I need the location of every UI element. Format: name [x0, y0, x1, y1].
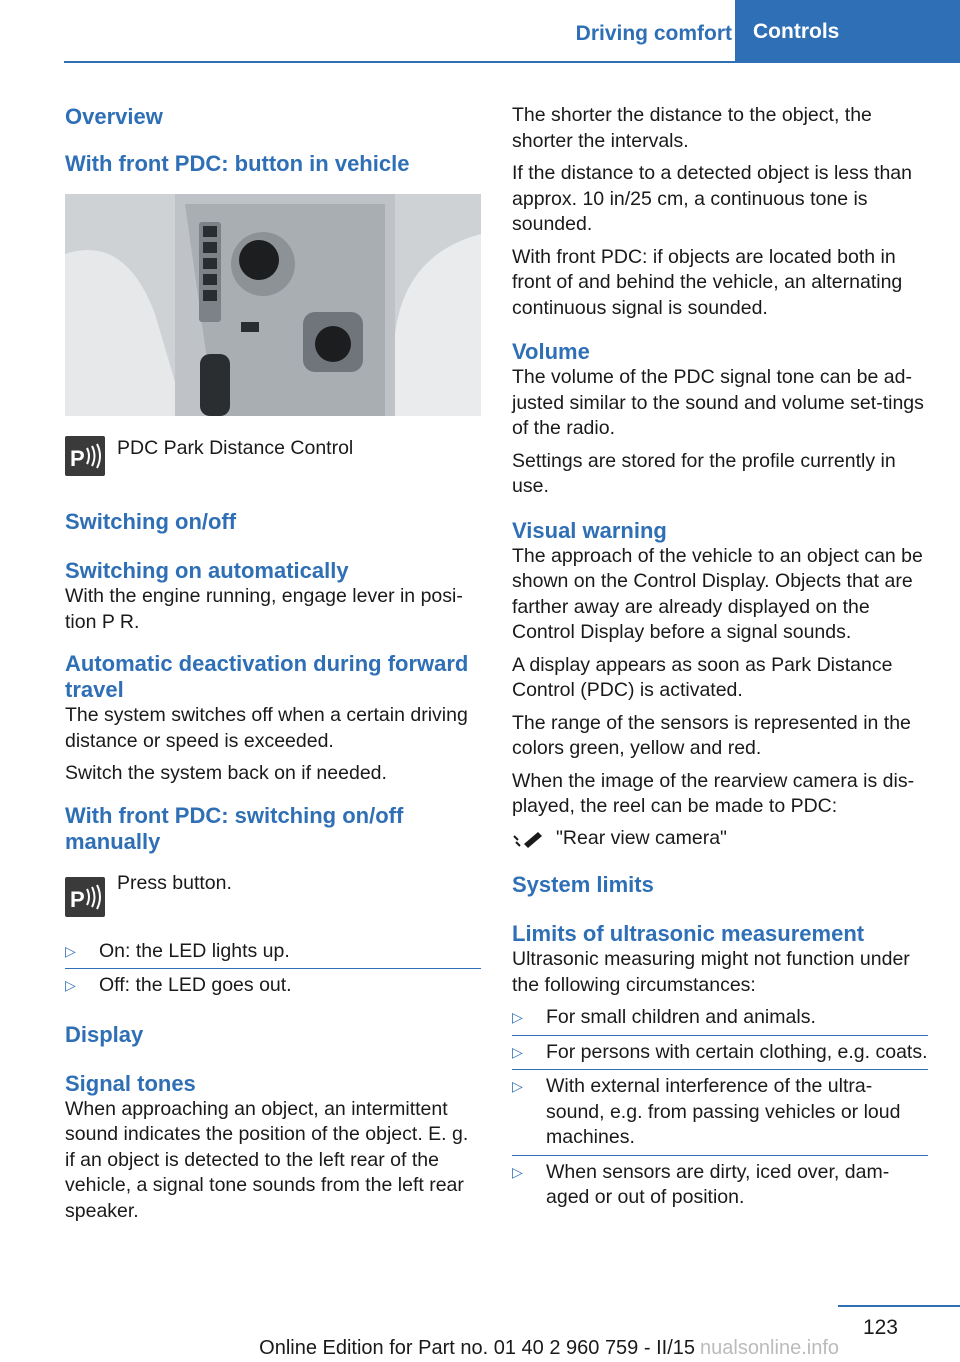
- led-bullet-list: [65, 939, 481, 999]
- list-item: [512, 1160, 928, 1211]
- edition-text: Online Edition for Part no. 01 40 2 960 759 - II/15: [259, 1337, 695, 1359]
- ultrasonic-limits-heading: Limits of ultrasonic measurement: [512, 921, 865, 946]
- rear-view-camera-label: "Rear view camera": [556, 826, 727, 849]
- bullet-triangle-icon: ▷: [512, 1078, 523, 1094]
- bullet-triangle-icon: ▷: [512, 1009, 523, 1025]
- bullet-triangle-icon: ▷: [512, 1163, 523, 1180]
- limits-bullet-list: [512, 1005, 928, 1211]
- auto-deactivation-heading: Automatic deactivation during forward travel: [65, 651, 469, 702]
- left-column: [65, 100, 481, 1224]
- switching-auto-text: With the engine running, engage lever in posi-tion P R.: [65, 585, 463, 633]
- sensor-range-text: The range of the sensors is represented in the colors green, yellow and red.: [512, 711, 911, 759]
- settings-stored-text: Settings are stored for the profile currently in use.: [512, 449, 896, 497]
- center-console-illustration: [65, 194, 481, 416]
- list-item-text: With external interference of the ultra-sound, e.g. from passing vehicles or loud machines.: [546, 1075, 901, 1148]
- list-divider: [512, 1035, 928, 1036]
- ultrasonic-text: Ultrasonic measuring might not function under the following circumstances:: [512, 948, 910, 996]
- list-item: [512, 1040, 928, 1066]
- bullet-triangle-icon: ▷: [65, 942, 76, 959]
- chapter-tab[interactable]: Controls: [735, 0, 960, 62]
- display-appears-text: A display appears as soon as Park Distance Control (PDC) is activated.: [512, 653, 893, 701]
- volume-heading: Volume: [512, 339, 590, 364]
- list-item-text: On: the LED lights up.: [99, 939, 290, 962]
- display-heading: Display: [65, 1021, 144, 1047]
- page-number: 123: [862, 1316, 898, 1339]
- list-item-text: Off: the LED goes out.: [99, 974, 292, 996]
- rearview-text: When the image of the rearview camera is dis-played, the reel can be made to PDC:: [512, 769, 915, 817]
- right-column: [512, 100, 928, 1211]
- bullet-triangle-icon: ▷: [65, 977, 76, 993]
- switching-auto-heading: Switching on automatically: [65, 558, 349, 583]
- pdc-icon-caption: PDC Park Distance Control: [117, 437, 354, 459]
- system-limits-heading: System limits: [512, 872, 654, 897]
- list-divider: [512, 1069, 928, 1070]
- list-divider: [512, 1155, 928, 1156]
- manual-switching-heading: With front PDC: switching on/off manually: [65, 802, 404, 854]
- switch-back-text: Switch the system back on if needed.: [65, 762, 387, 784]
- auto-deactivation-text: The system switches off when a certain driving distance or speed is exceeded.: [65, 704, 468, 752]
- alternating-signal-text: With front PDC: if objects are located both in front of and behind the vehicle, an alternating continuous signal is sounded.: [512, 245, 903, 319]
- signal-tones-text: When approaching an object, an intermittent sound indicates the position of the object. E. g. if an object is detected to the left rear of the vehicle, a signal tone sounds from the left rear speaker.: [65, 1097, 469, 1222]
- list-item: [65, 939, 481, 965]
- bullet-triangle-icon: ▷: [512, 1043, 523, 1060]
- continuous-tone-text: If the distance to a detected object is less than approx. 10 in/25 cm, a continuous tone is sounded.: [512, 162, 912, 235]
- pdc-button-icon: [65, 877, 105, 917]
- press-button-row: [65, 861, 481, 917]
- header-rule: [64, 61, 960, 63]
- front-pdc-button-heading: With front PDC: button in vehicle: [65, 151, 410, 176]
- section-tab[interactable]: Driving comfort: [575, 22, 732, 45]
- volume-text: The volume of the PDC signal tone can be ad-justed similar to the sound and volume set-tings of the radio.: [512, 366, 924, 439]
- watermark-text: nualsonline.info: [700, 1337, 839, 1359]
- visual-warning-heading: Visual warning: [512, 517, 667, 543]
- list-item-text: For small children and animals.: [546, 1006, 816, 1028]
- signal-tones-heading: Signal tones: [65, 1070, 196, 1096]
- page-header: [0, 0, 960, 64]
- center-console-photo: [65, 194, 481, 416]
- overview-heading: Overview: [65, 104, 163, 129]
- rear-view-camera-row: [512, 826, 928, 852]
- svg-text:P: P: [70, 446, 85, 471]
- pdc-icon: [65, 436, 105, 476]
- list-item: [512, 1074, 928, 1151]
- footer-rule: [838, 1305, 960, 1307]
- list-item-text: For persons with certain clothing, e.g. coats.: [546, 1040, 928, 1063]
- svg-text:P: P: [70, 886, 85, 912]
- pdc-icon-legend: [65, 436, 481, 476]
- interval-text: The shorter the distance to the object, the shorter the intervals.: [512, 104, 872, 152]
- switching-onoff-heading: Switching on/off: [65, 509, 237, 534]
- press-button-text: Press button.: [117, 871, 232, 894]
- camera-pdc-icon: [512, 826, 546, 851]
- list-item: [512, 1005, 928, 1031]
- list-divider: [65, 968, 481, 969]
- visual-warning-text: The approach of the vehicle to an object can be shown on the Control Display. Objects that are farther away are already displayed on the Control Display before a signal sounds.: [512, 544, 923, 643]
- list-item-text: When sensors are dirty, iced over, dam-aged or out of position.: [546, 1160, 890, 1208]
- list-item: [65, 973, 481, 999]
